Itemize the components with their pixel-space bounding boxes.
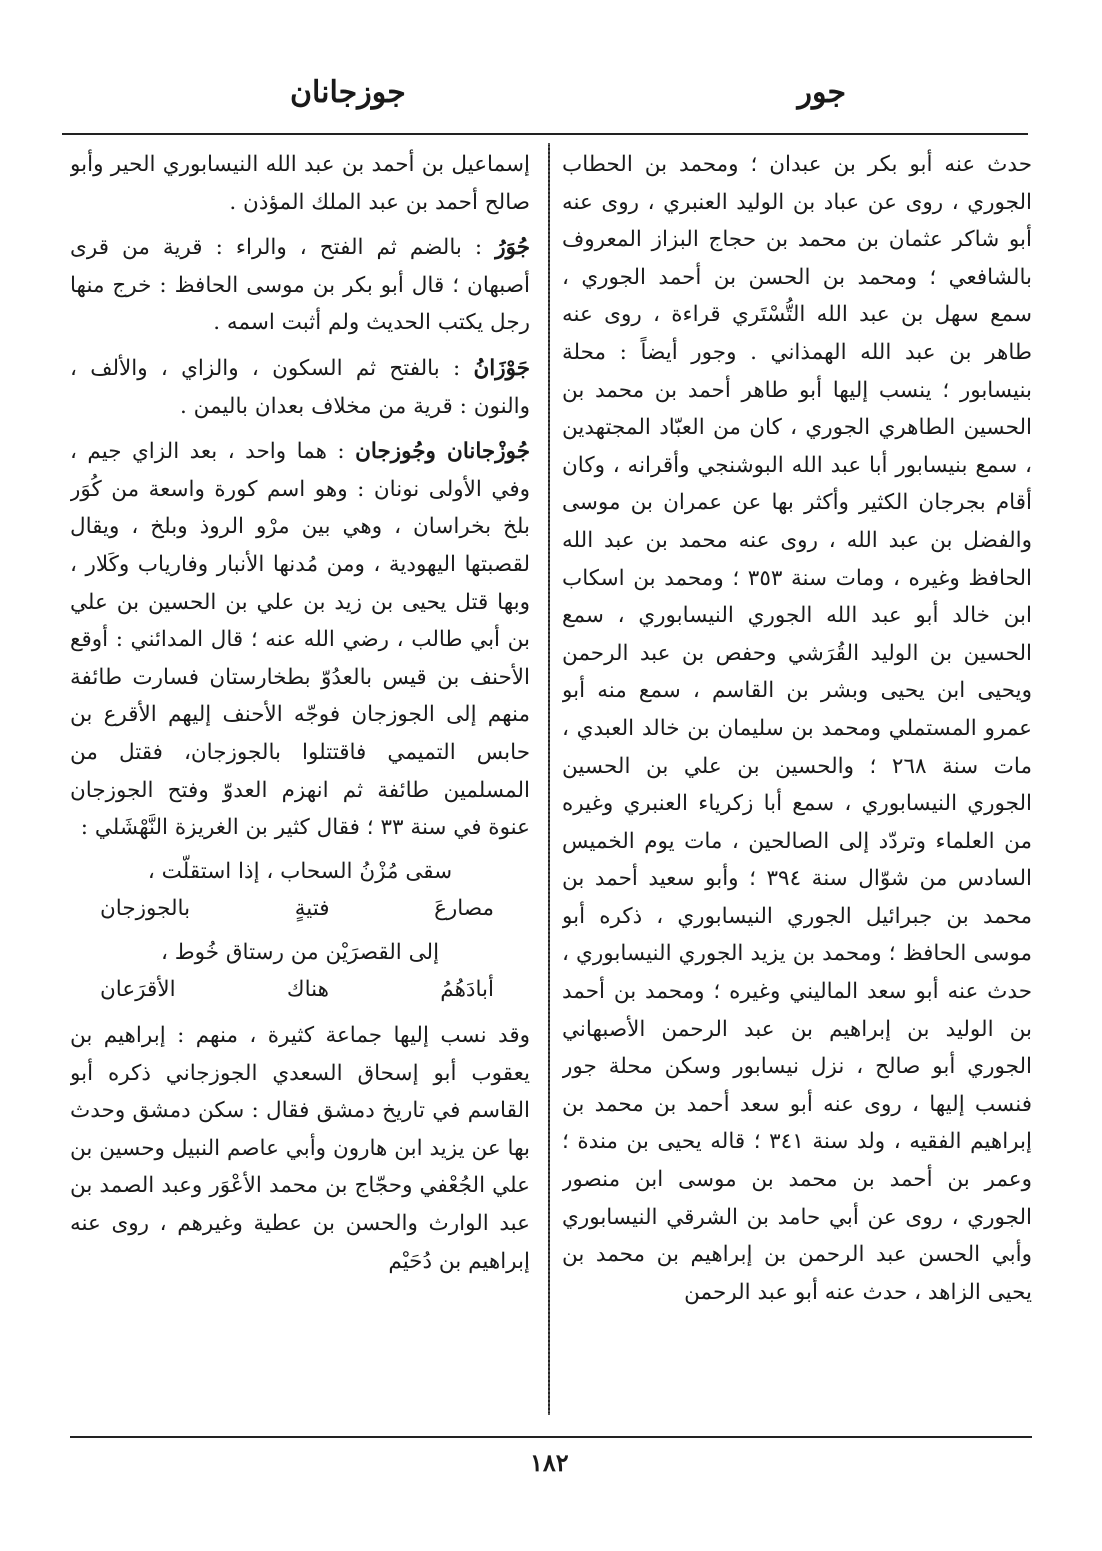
verse-2-first-hemistich: إلى القصرَيْن من رستاق خُوط ، <box>160 939 440 965</box>
entry-jawzan-text: : بالفتح ثم السكون ، والزاي ، والألف ، والنون : قرية من مخلاف بعدان باليمن . <box>70 355 530 419</box>
page-number: ١٨٢ <box>530 1448 569 1477</box>
right-column <box>562 146 1032 1416</box>
header-rule <box>62 133 1028 135</box>
verse-1-word: بالجوزجان <box>100 896 191 922</box>
verse-2-word: هناك <box>286 977 329 1003</box>
column-divider <box>548 143 550 1415</box>
entry-jowar-text: : بالضم ثم الفتح ، والراء : قرية من قرى أصبهان ؛ قال أبو بكر بن موسى الحافظ : خرج منها رجل يكتب الحديث ولم أثبت اسمه . <box>70 235 530 336</box>
right-column-text: حدث عنه أبو بكر بن عبدان ؛ ومحمد بن الحطاب الجوري ، روى عن عباد بن الوليد العنبري ، روى عنه أبو شاكر عثمان بن محمد بن حجاج البزاز المعروف بالشافعي ؛ ومحمد بن الحسن بن أحمد الجوري ، سمع سهل بن عبد الله التُّسْتَري قراءة ، روى عنه طاهر بن عبد الله الهمذاني . وجور أيضاً : محلة بنيسابور ؛ ينسب إليها أبو طاهر أحمد بن محمد بن الحسين الطاهري الجوري ، كان من العبّاد المجتهدين ، سمع بنيسابور أبا عبد الله البوشنجي وأقرانه ، وكان أقام بجرجان الكثير وأكثر بها عن عمران بن موسى والفضل بن عبد الله ، روى عنه محمد بن عبد الله الحافظ وغيره ، ومات سنة ٣٥٣ ؛ ومحمد بن اسكاب ابن خالد أبو عبد الله الجوري النيسابوري ، سمع الحسين بن الوليد القُرَشي وحفص بن عبد الرحمن ويحيى ابن يحيى وبشر بن القاسم ، سمع منه أبو عمرو المستملي ومحمد بن سليمان بن خالد العبدي ، مات سنة ٢٦٨ ؛ والحسين بن علي بن الحسين الجوري النيسابوري ، سمع أبا زكرياء العنبري وغيره من العلماء وتردّد إلى الصالحين ، مات يوم الخميس السادس من شوّال سنة ٣٩٤ ؛ وأبو سعيد أحمد بن محمد بن جبرائيل الجوري النيسابوري ، ذكره أبو موسى الحافظ ؛ ومحمد بن يزيد الجوري النيسابوري ، حدث عنه أبو سعد الماليني وغيره ؛ ومحمد بن أحمد بن الوليد بن إبراهيم بن عبد الرحمن الأصبهاني الجوري أبو صالح ، نزل نيسابور وسكن محلة جور فنسب إليها ، روى عنه أبو سعد أحمد بن محمد بن إبراهيم الفقيه ، ولد سنة ٣٤١ ؛ قاله يحيى بن مندة ؛ وعمر بن أحمد بن محمد بن موسى ابن منصور الجوري ، روى عن أبي حامد بن الشرقي النيسابوري وأبي الحسن عبد الرحمن بن إبراهيم بن محمد بن يحيى الزاهد ، حدث عنه أبو عبد الرحمن <box>562 152 1032 1305</box>
verse-2-word: الأقرَعان <box>100 977 176 1003</box>
verse-1-word: مصارعَ <box>434 896 494 922</box>
footer-rule <box>70 1436 1032 1438</box>
verse-1-word: فتيةٍ <box>294 896 330 922</box>
verse-1-first-hemistich: سقى مُزْنُ السحاب ، إذا استقلّت ، <box>147 858 453 884</box>
running-head-right: جور <box>797 75 846 110</box>
left-column-closing: وقد نسب إليها جماعة كثيرة ، منهم : إبراهيم بن يعقوب أبو إسحاق السعدي الجوزجاني ذكره أبو القاسم في تاريخ دمشق فقال : سكن دمشق وحدث بها عن يزيد ابن هارون وأبي عاصم النبيل وحسين بن علي الجُعْفي وحجّاج بن محمد الأعْوَر وعبد الصمد بن عبد الوارث والحسن بن عطية وغيرهم ، روى عنه إبراهيم بن دُحَيْم <box>70 1023 530 1274</box>
verse-1-second-hemistich <box>70 890 530 928</box>
left-column <box>70 146 530 1416</box>
entry-jowar-lemma: جُوَرُ <box>495 235 530 261</box>
entry-jawzan <box>70 350 530 425</box>
entry-juzjanan <box>70 433 530 847</box>
verse-2 <box>70 934 530 1009</box>
running-head-left: جوزجانان <box>290 75 406 110</box>
verse-2-second-hemistich <box>70 971 530 1009</box>
entry-jowar <box>70 229 530 342</box>
verse-1 <box>70 853 530 928</box>
verse-2-word: أبادَهُمُ <box>440 977 494 1003</box>
entry-juzjanan-lemma: جُوزْجانان وجُوزجان <box>355 439 530 465</box>
left-column-intro: إسماعيل بن أحمد بن عبد الله النيسابوري الحير وأبو صالح أحمد بن عبد الملك المؤذن . <box>70 152 530 215</box>
entry-juzjanan-text: : هما واحد ، بعد الزاي جيم ، وفي الأولى نونان : وهو اسم كورة واسعة من كُوَر بلخ بخراسان ، وهي بين مرْو الروذ وبلخ ، ويقال لقصبتها اليهودية ، ومن مُدنها الأنبار وفارياب وكَلار ، وبها قتل يحيى بن زيد بن علي بن الحسين بن علي بن أبي طالب ، رضي الله عنه ؛ قال المدائني : أوقع الأحنف بن قيس بالعدُوّ بطخارستان فسارت طائفة منهم إلى الجوزجان فوجّه الأحنف إليهم الأقرع بن حابس التميمي فاقتتلوا بالجوزجان، فقتل من المسلمين طائفة ثم انهزم العدوّ وفتح الجوزجان عنوة في سنة ٣٣ ؛ فقال كثير بن الغريزة النَّهْشَلي : <box>70 439 530 841</box>
entry-jawzan-lemma: جَوْزَانُ <box>473 355 530 381</box>
